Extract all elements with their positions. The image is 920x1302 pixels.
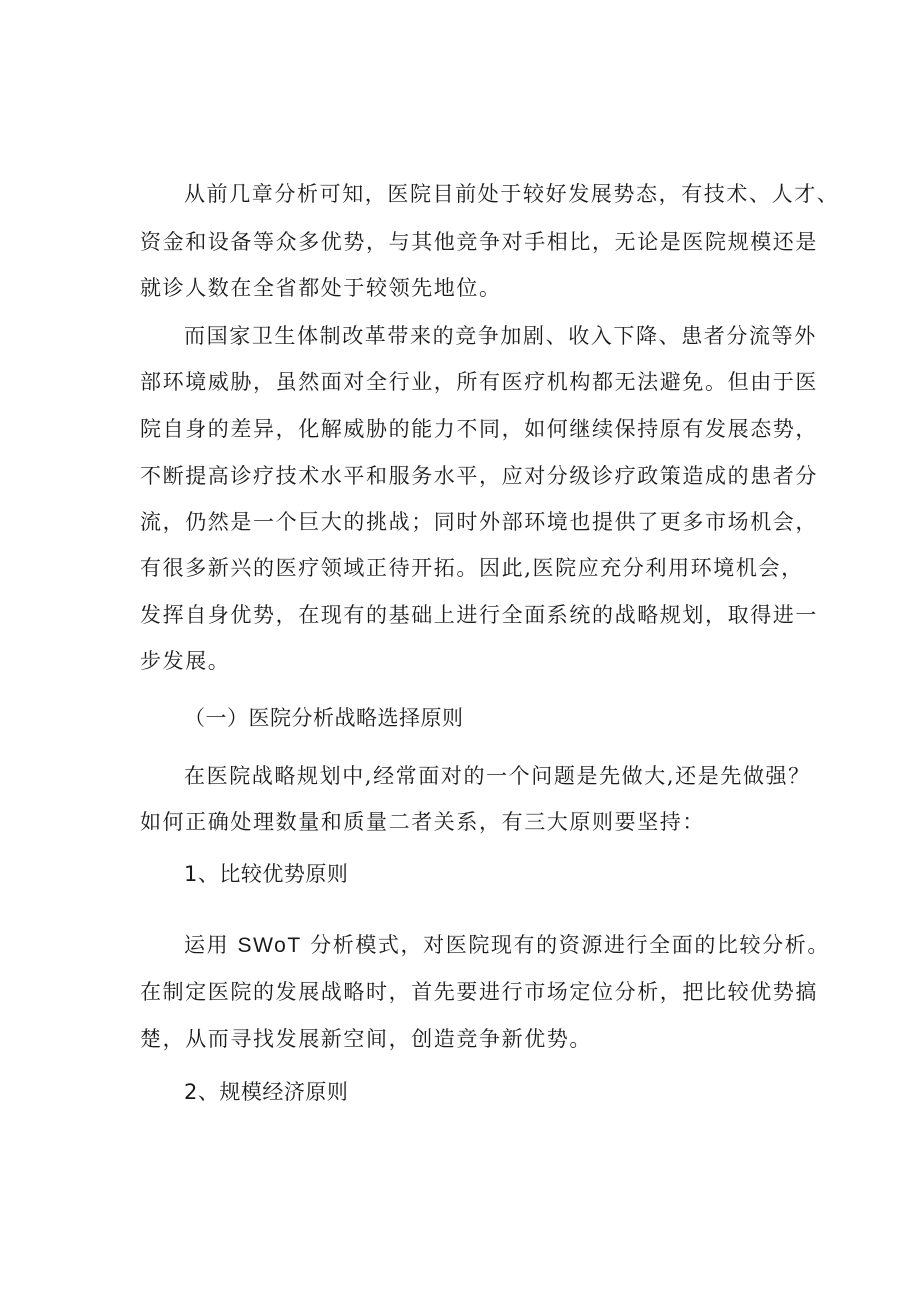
paragraph-2-line-4: 不断提高诊疗技术水平和服务水平，应对分级诊疗政策造成的患者分 <box>140 464 818 488</box>
paragraph-2-line-1: 而国家卫生体制改革带来的竞争加剧、收入下降、患者分流等外 <box>184 324 817 348</box>
paragraph-2-line-8: 步发展。 <box>140 649 231 673</box>
section-heading-3: 2、规模经济原则 <box>184 1080 349 1104</box>
paragraph-4-line-1-post: 分析模式，对医院现有的资源进行全面的比较分析。 <box>301 933 830 957</box>
paragraph-2-line-6: 有很多新兴的医疗领域正待开拓。因此,医院应充分利用环境机会， <box>140 556 804 580</box>
paragraph-1-line-3: 就诊人数在全省都处于较领先地位。 <box>140 276 502 300</box>
paragraph-1-line-1: 从前几章分析可知，医院目前处于较好发展势态，有技术、人才、 <box>184 182 840 206</box>
section-heading-1: （一）医院分析战略选择原则 <box>184 706 464 730</box>
paragraph-2-line-3: 院自身的差异，化解威胁的能力不同，如何继续保持原有发展态势， <box>140 417 818 441</box>
paragraph-2-line-5: 流，仍然是一个巨大的挑战；同时外部环境也提供了更多市场机会， <box>140 510 818 534</box>
paragraph-2-line-2: 部环境威胁，虽然面对全行业，所有医疗机构都无法避免。但由于医 <box>140 370 818 394</box>
paragraph-4-line-2: 在制定医院的发展战略时，首先要进行市场定位分析，把比较优势搞 <box>140 980 818 1004</box>
section-heading-2: 1、比较优势原则 <box>184 862 349 886</box>
paragraph-3-line-1: 在医院战略规划中,经常面对的一个问题是先做大,还是先做强？ <box>184 764 811 788</box>
paragraph-4-line-3: 楚，从而寻找发展新空间，创造竞争新优势。 <box>140 1027 592 1051</box>
paragraph-3-line-2: 如何正确处理数量和质量二者关系，有三大原则要坚持： <box>140 810 705 834</box>
swot-term: SWoT <box>237 934 302 957</box>
paragraph-4-line-1 <box>184 929 834 962</box>
paragraph-2-line-7: 发挥自身优势，在现有的基础上进行全面系统的战略规划，取得进一 <box>140 603 818 627</box>
paragraph-4-line-1-pre: 运用 <box>184 933 238 957</box>
paragraph-1-line-2: 资金和设备等众多优势，与其他竞争对手相比，无论是医院规模还是 <box>140 230 818 254</box>
